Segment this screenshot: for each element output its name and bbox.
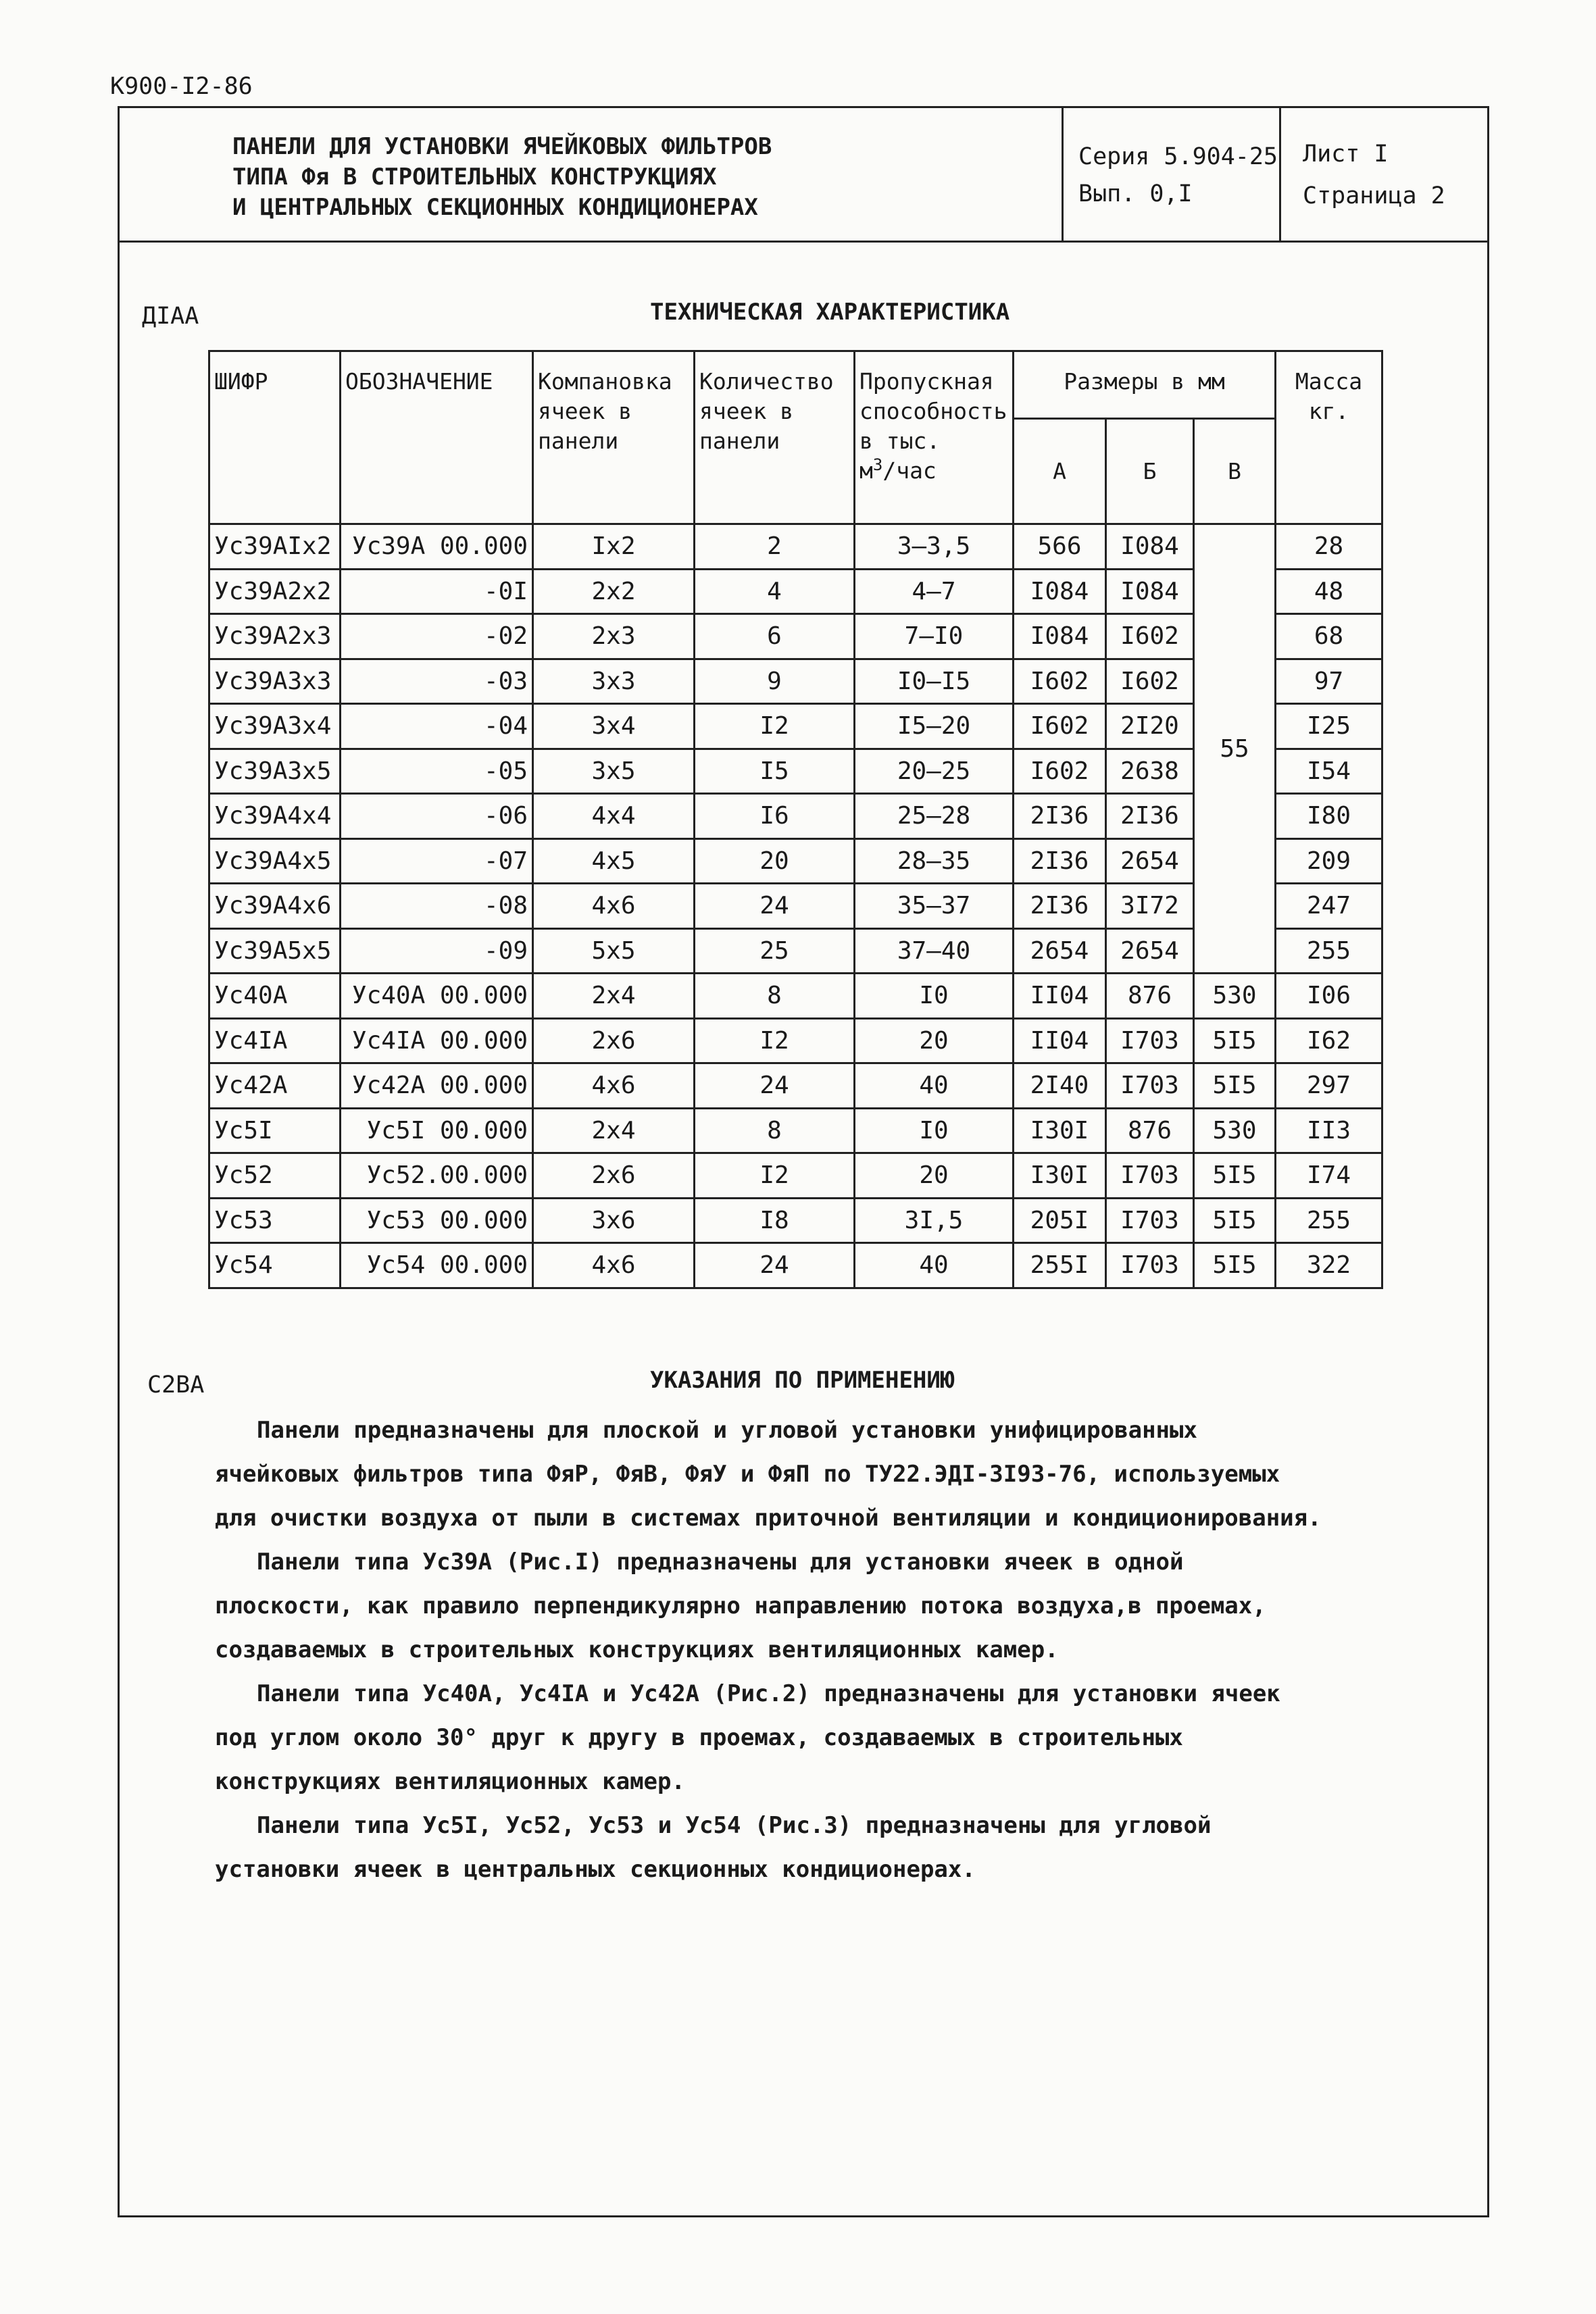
cell-mass: 209 (1276, 838, 1382, 884)
table-row (209, 974, 1382, 1019)
cell-capacity: 35–37 (855, 884, 1014, 929)
cell-size-v: 5I5 (1194, 1198, 1276, 1243)
cell-cipher: Ус39А4х4 (209, 794, 341, 839)
cell-mass: 28 (1276, 524, 1382, 570)
cell-mass: II3 (1276, 1108, 1382, 1153)
header-capacity-unit-sup: 3 (872, 455, 883, 474)
cell-size-a: 2I36 (1014, 838, 1106, 884)
usage-line: Панели типа Ус5I, Ус52, Ус53 и Ус54 (Рис.3) предназначены для угловой (257, 1812, 1212, 1839)
cell-size-a: I084 (1014, 614, 1106, 659)
cell-cipher: Ус42А (209, 1063, 341, 1109)
cell-size-a: II04 (1014, 974, 1106, 1019)
cell-designation: -02 (341, 614, 533, 659)
cell-cipher: Ус39АIх2 (209, 524, 341, 570)
cell-count: I2 (695, 704, 855, 749)
title-block-series (1064, 106, 1281, 241)
cell-layout: 4х6 (533, 884, 695, 929)
cell-size-b: 3I72 (1106, 884, 1194, 929)
cell-designation: Ус53 00.000 (341, 1198, 533, 1243)
cell-capacity: 40 (855, 1063, 1014, 1109)
cell-cipher: Ус39А3х5 (209, 749, 341, 794)
cell-designation: Ус5I 00.000 (341, 1108, 533, 1153)
issue-label: Вып. 0,I (1078, 180, 1193, 207)
document-code: К900-I2-86 (110, 73, 253, 100)
cell-designation: Ус40А 00.000 (341, 974, 533, 1019)
cell-mass: 97 (1276, 659, 1382, 704)
cell-capacity: I5–20 (855, 704, 1014, 749)
cell-count: 24 (695, 884, 855, 929)
cell-size-b: I602 (1106, 614, 1194, 659)
cell-count: 9 (695, 659, 855, 704)
cell-designation: -0I (341, 569, 533, 614)
cell-count: 4 (695, 569, 855, 614)
table-row (209, 1243, 1382, 1288)
cell-count: 8 (695, 1108, 855, 1153)
cell-size-a: 566 (1014, 524, 1106, 570)
cell-size-a: 2654 (1014, 928, 1106, 974)
cell-cipher: Ус39А2х2 (209, 569, 341, 614)
cell-designation: -04 (341, 704, 533, 749)
cell-size-a: I084 (1014, 569, 1106, 614)
cell-designation: Ус54 00.000 (341, 1243, 533, 1288)
table-row (209, 1108, 1382, 1153)
section-code-tech: ДIАА (142, 303, 199, 330)
usage-line: создаваемых в строительных конструкциях вентиляционных камер. (215, 1636, 1059, 1663)
cell-mass: I74 (1276, 1153, 1382, 1199)
cell-layout: 2х4 (533, 974, 695, 1019)
cell-size-a: I602 (1014, 704, 1106, 749)
cell-layout: 2х4 (533, 1108, 695, 1153)
cell-cipher: Ус5I (209, 1108, 341, 1153)
cell-cipher: Ус39А4х5 (209, 838, 341, 884)
cell-designation: -03 (341, 659, 533, 704)
cell-layout: 2х6 (533, 1153, 695, 1199)
cell-size-a: 255I (1014, 1243, 1106, 1288)
cell-mass: 297 (1276, 1063, 1382, 1109)
cell-size-a: I30I (1014, 1153, 1106, 1199)
cell-size-v: 5I5 (1194, 1063, 1276, 1109)
cell-layout: 4х6 (533, 1243, 695, 1288)
cell-size-a: 2I36 (1014, 794, 1106, 839)
table-row (209, 1063, 1382, 1109)
cell-size-a: I602 (1014, 749, 1106, 794)
cell-cipher: Ус52 (209, 1153, 341, 1199)
spec-table (208, 350, 1383, 1289)
series-label: Серия 5.904-25 (1078, 143, 1278, 170)
header-cipher: ШИФР (209, 351, 341, 524)
cell-layout: 4х4 (533, 794, 695, 839)
cell-count: I5 (695, 749, 855, 794)
title-block-sheet (1281, 106, 1487, 241)
cell-layout: 3х5 (533, 749, 695, 794)
cell-count: 24 (695, 1243, 855, 1288)
header-designation: ОБОЗНАЧЕНИЕ (341, 351, 533, 524)
cell-size-a: I30I (1014, 1108, 1106, 1153)
sheet-label: Лист I (1303, 141, 1389, 168)
header-capacity-unit-prefix: м (859, 457, 873, 484)
cell-size-v: 530 (1194, 974, 1276, 1019)
cell-size-a: I602 (1014, 659, 1106, 704)
cell-size-a: 2I36 (1014, 884, 1106, 929)
cell-layout: 3х3 (533, 659, 695, 704)
cell-count: I2 (695, 1153, 855, 1199)
cell-count: 2 (695, 524, 855, 570)
cell-layout: 3х4 (533, 704, 695, 749)
cell-mass: 48 (1276, 569, 1382, 614)
cell-count: I6 (695, 794, 855, 839)
cell-count: I2 (695, 1018, 855, 1063)
cell-cipher: Ус54 (209, 1243, 341, 1288)
cell-size-b: 876 (1106, 974, 1194, 1019)
title-block-name (118, 106, 1064, 241)
header-sizes: Размеры в мм (1014, 351, 1276, 419)
header-size-a: А (1014, 419, 1106, 524)
cell-layout: 4х6 (533, 1063, 695, 1109)
cell-cipher: Ус39А5х5 (209, 928, 341, 974)
table-row (209, 524, 1382, 570)
usage-line: плоскости, как правило перпендикулярно направлению потока воздуха,в проемах, (215, 1592, 1266, 1619)
header-size-b: Б (1106, 419, 1194, 524)
header-capacity-unit-suffix: /час (882, 457, 937, 484)
cell-capacity: I0 (855, 974, 1014, 1019)
cell-size-v-merged: 55 (1194, 524, 1276, 974)
cell-size-b: 2I36 (1106, 794, 1194, 839)
cell-size-b: 2638 (1106, 749, 1194, 794)
cell-layout: 4х5 (533, 838, 695, 884)
cell-designation: -07 (341, 838, 533, 884)
page-label: Страница 2 (1303, 182, 1445, 209)
usage-line: установки ячеек в центральных секционных кондиционерах. (215, 1856, 976, 1883)
cell-layout: 2х3 (533, 614, 695, 659)
cell-layout: 5х5 (533, 928, 695, 974)
cell-designation: Ус42А 00.000 (341, 1063, 533, 1109)
usage-line: под углом около 30° друг к другу в проемах, создаваемых в строительных (215, 1724, 1183, 1751)
cell-cipher: Ус4IА (209, 1018, 341, 1063)
usage-line: для очистки воздуха от пыли в системах приточной вентиляции и кондиционирования. (215, 1505, 1322, 1532)
cell-designation: Ус52.00.000 (341, 1153, 533, 1199)
cell-size-b: I084 (1106, 524, 1194, 570)
cell-capacity: 4–7 (855, 569, 1014, 614)
cell-mass: 322 (1276, 1243, 1382, 1288)
usage-line: ячейковых фильтров типа ФяР, ФяВ, ФяУ и ФяП по ТУ22.ЭДI-3I93-76, используемых (215, 1461, 1280, 1488)
cell-size-b: I703 (1106, 1018, 1194, 1063)
cell-layout: 2х2 (533, 569, 695, 614)
table-row (209, 1018, 1382, 1063)
table-row (209, 1153, 1382, 1199)
cell-capacity: 20 (855, 1153, 1014, 1199)
cell-count: 24 (695, 1063, 855, 1109)
cell-designation: Ус39А 00.000 (341, 524, 533, 570)
cell-size-b: 2654 (1106, 928, 1194, 974)
header-capacity-text: Пропускная способность в тыс. (859, 368, 1007, 454)
cell-cipher: Ус39А4х6 (209, 884, 341, 929)
cell-capacity: 20–25 (855, 749, 1014, 794)
cell-mass: 68 (1276, 614, 1382, 659)
usage-line: конструкциях вентиляционных камер. (215, 1768, 685, 1795)
cell-cipher: Ус39А3х3 (209, 659, 341, 704)
spec-table-body (209, 524, 1382, 1288)
cell-cipher: Ус40А (209, 974, 341, 1019)
title-line: ТИПА Фя В СТРОИТЕЛЬНЫХ КОНСТРУКЦИЯХ (232, 164, 717, 191)
usage-heading: УКАЗАНИЯ ПО ПРИМЕНЕНИЮ (650, 1367, 955, 1394)
usage-line: Панели типа Ус40А, Ус4IА и Ус42А (Рис.2) предназначены для установки ячеек (257, 1680, 1280, 1707)
cell-cipher: Ус39А2х3 (209, 614, 341, 659)
cell-layout: 3х6 (533, 1198, 695, 1243)
cell-mass: 255 (1276, 1198, 1382, 1243)
table-row (209, 1198, 1382, 1243)
cell-mass: I80 (1276, 794, 1382, 839)
cell-count: 8 (695, 974, 855, 1019)
cell-capacity: 7–I0 (855, 614, 1014, 659)
cell-size-a: II04 (1014, 1018, 1106, 1063)
cell-size-v: 5I5 (1194, 1243, 1276, 1288)
usage-line: Панели предназначены для плоской и угловой установки унифицированных (257, 1417, 1197, 1444)
cell-capacity: 40 (855, 1243, 1014, 1288)
title-line: И ЦЕНТРАЛЬНЫХ СЕКЦИОННЫХ КОНДИЦИОНЕРАХ (232, 194, 758, 221)
cell-size-b: I084 (1106, 569, 1194, 614)
cell-count: 20 (695, 838, 855, 884)
cell-mass: I62 (1276, 1018, 1382, 1063)
cell-size-v: 5I5 (1194, 1153, 1276, 1199)
cell-capacity: 3–3,5 (855, 524, 1014, 570)
cell-capacity: I0–I5 (855, 659, 1014, 704)
cell-size-b: I703 (1106, 1198, 1194, 1243)
cell-cipher: Ус53 (209, 1198, 341, 1243)
cell-designation: -06 (341, 794, 533, 839)
cell-layout: 2х6 (533, 1018, 695, 1063)
cell-size-a: 205I (1014, 1198, 1106, 1243)
cell-mass: 255 (1276, 928, 1382, 974)
cell-size-b: I602 (1106, 659, 1194, 704)
cell-count: 25 (695, 928, 855, 974)
cell-size-b: I703 (1106, 1243, 1194, 1288)
cell-size-v: 5I5 (1194, 1018, 1276, 1063)
tech-heading: ТЕХНИЧЕСКАЯ ХАРАКТЕРИСТИКА (650, 299, 1010, 326)
cell-designation: -09 (341, 928, 533, 974)
usage-text (215, 1409, 1364, 1892)
cell-mass: 247 (1276, 884, 1382, 929)
header-capacity (855, 351, 1014, 524)
title-block (118, 106, 1489, 243)
header-layout: Компановка ячеек в панели (533, 351, 695, 524)
cell-capacity: 20 (855, 1018, 1014, 1063)
cell-size-b: I703 (1106, 1153, 1194, 1199)
cell-capacity: 37–40 (855, 928, 1014, 974)
cell-capacity: 25–28 (855, 794, 1014, 839)
cell-size-b: 2654 (1106, 838, 1194, 884)
header-mass: Масса кг. (1276, 351, 1382, 524)
cell-size-b: 876 (1106, 1108, 1194, 1153)
cell-capacity: 28–35 (855, 838, 1014, 884)
cell-mass: I06 (1276, 974, 1382, 1019)
usage-line: Панели типа Ус39А (Рис.I) предназначены для установки ячеек в одной (257, 1549, 1184, 1576)
cell-designation: -08 (341, 884, 533, 929)
cell-size-a: 2I40 (1014, 1063, 1106, 1109)
cell-cipher: Ус39А3х4 (209, 704, 341, 749)
header-count: Количество ячеек в панели (695, 351, 855, 524)
cell-size-b: 2I20 (1106, 704, 1194, 749)
cell-designation: Ус4IА 00.000 (341, 1018, 533, 1063)
cell-mass: I25 (1276, 704, 1382, 749)
cell-mass: I54 (1276, 749, 1382, 794)
section-code-usage: С2ВА (147, 1372, 205, 1399)
cell-count: 6 (695, 614, 855, 659)
title-line: ПАНЕЛИ ДЛЯ УСТАНОВКИ ЯЧЕЙКОВЫХ ФИЛЬТРОВ (232, 133, 772, 160)
cell-size-b: I703 (1106, 1063, 1194, 1109)
cell-size-v: 530 (1194, 1108, 1276, 1153)
cell-capacity: I0 (855, 1108, 1014, 1153)
cell-designation: -05 (341, 749, 533, 794)
header-size-v: В (1194, 419, 1276, 524)
cell-count: I8 (695, 1198, 855, 1243)
cell-layout: Iх2 (533, 524, 695, 570)
cell-capacity: 3I,5 (855, 1198, 1014, 1243)
